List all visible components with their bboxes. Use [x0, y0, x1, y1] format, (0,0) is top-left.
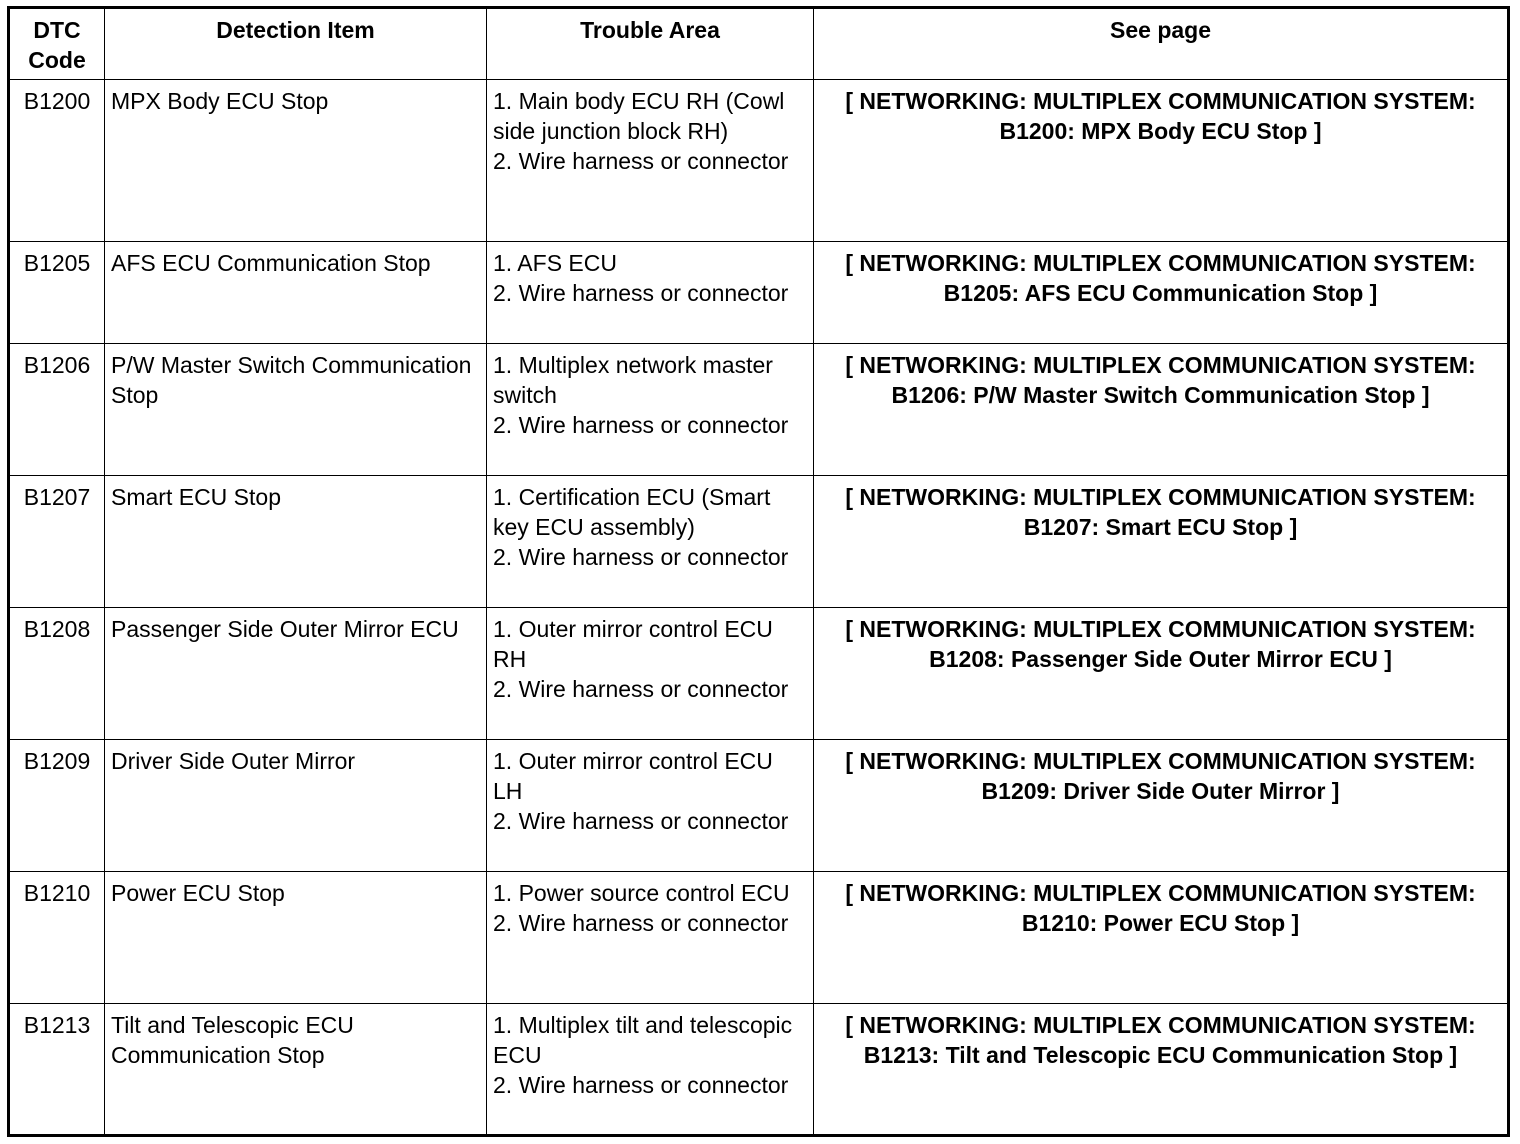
see-page-link[interactable]: [ NETWORKING: MULTIPLEX COMMUNICATION SYSTEM: B1207: Smart ECU Stop ]: [814, 476, 1509, 608]
trouble-area-cell: [487, 740, 814, 872]
trouble-area-line: 1. Power source control ECU: [493, 880, 790, 906]
trouble-area-line: 1. Multiplex network master switch: [493, 352, 773, 408]
header-dtc-code-line1: DTC: [33, 17, 81, 43]
header-row: [9, 8, 1509, 80]
trouble-area-line: 2. Wire harness or connector: [493, 148, 789, 174]
header-dtc-code-line2: Code: [28, 47, 86, 73]
dtc-code-cell: B1210: [9, 872, 105, 1004]
detection-item-cell: AFS ECU Communication Stop: [105, 242, 487, 344]
trouble-area-line: 1. Outer mirror control ECU LH: [493, 748, 773, 804]
see-page-link[interactable]: [ NETWORKING: MULTIPLEX COMMUNICATION SYSTEM: B1200: MPX Body ECU Stop ]: [814, 80, 1509, 242]
see-page-link[interactable]: [ NETWORKING: MULTIPLEX COMMUNICATION SYSTEM: B1210: Power ECU Stop ]: [814, 872, 1509, 1004]
dtc-code-cell: B1205: [9, 242, 105, 344]
header-see-page: See page: [814, 8, 1509, 80]
trouble-area-line: 1. Certification ECU (Smart key ECU assembly): [493, 484, 771, 540]
dtc-code-cell: B1206: [9, 344, 105, 476]
see-page-link[interactable]: [ NETWORKING: MULTIPLEX COMMUNICATION SYSTEM: B1205: AFS ECU Communication Stop ]: [814, 242, 1509, 344]
see-page-link[interactable]: [ NETWORKING: MULTIPLEX COMMUNICATION SYSTEM: B1209: Driver Side Outer Mirror ]: [814, 740, 1509, 872]
detection-item-cell: Power ECU Stop: [105, 872, 487, 1004]
detection-item-cell: Smart ECU Stop: [105, 476, 487, 608]
table-row: [9, 476, 1509, 608]
see-page-link[interactable]: [ NETWORKING: MULTIPLEX COMMUNICATION SYSTEM: B1208: Passenger Side Outer Mirror ECU ]: [814, 608, 1509, 740]
trouble-area-line: 1. Main body ECU RH (Cowl side junction block RH): [493, 88, 785, 144]
header-trouble-area: Trouble Area: [487, 8, 814, 80]
header-detection-item: Detection Item: [105, 8, 487, 80]
table-row: [9, 344, 1509, 476]
detection-item-cell: MPX Body ECU Stop: [105, 80, 487, 242]
dtc-code-cell: B1208: [9, 608, 105, 740]
trouble-area-line: 1. Outer mirror control ECU RH: [493, 616, 773, 672]
table-row: [9, 608, 1509, 740]
header-dtc-code: [9, 8, 105, 80]
dtc-table: [7, 6, 1510, 1137]
table-row: [9, 740, 1509, 872]
trouble-area-line: 1. AFS ECU: [493, 250, 617, 276]
table-row: [9, 80, 1509, 242]
detection-item-cell: Driver Side Outer Mirror: [105, 740, 487, 872]
trouble-area-cell: [487, 476, 814, 608]
trouble-area-line: 2. Wire harness or connector: [493, 808, 789, 834]
table-row: [9, 242, 1509, 344]
table-row: [9, 872, 1509, 1004]
see-page-link[interactable]: [ NETWORKING: MULTIPLEX COMMUNICATION SYSTEM: B1206: P/W Master Switch Communication Stop ]: [814, 344, 1509, 476]
table-row: [9, 1004, 1509, 1136]
detection-item-cell: Tilt and Telescopic ECU Communication Stop: [105, 1004, 487, 1136]
trouble-area-cell: [487, 80, 814, 242]
trouble-area-line: 2. Wire harness or connector: [493, 910, 789, 936]
detection-item-cell: P/W Master Switch Communication Stop: [105, 344, 487, 476]
trouble-area-line: 2. Wire harness or connector: [493, 544, 789, 570]
trouble-area-line: 2. Wire harness or connector: [493, 676, 789, 702]
trouble-area-line: 2. Wire harness or connector: [493, 412, 789, 438]
dtc-code-cell: B1207: [9, 476, 105, 608]
trouble-area-line: 1. Multiplex tilt and telescopic ECU: [493, 1012, 793, 1068]
dtc-code-cell: B1213: [9, 1004, 105, 1136]
detection-item-cell: Passenger Side Outer Mirror ECU: [105, 608, 487, 740]
trouble-area-cell: [487, 1004, 814, 1136]
dtc-code-cell: B1200: [9, 80, 105, 242]
trouble-area-cell: [487, 872, 814, 1004]
trouble-area-cell: [487, 344, 814, 476]
see-page-link[interactable]: [ NETWORKING: MULTIPLEX COMMUNICATION SYSTEM: B1213: Tilt and Telescopic ECU Communication Stop ]: [814, 1004, 1509, 1136]
trouble-area-line: 2. Wire harness or connector: [493, 280, 789, 306]
dtc-code-cell: B1209: [9, 740, 105, 872]
trouble-area-cell: [487, 242, 814, 344]
table-header: [9, 8, 1509, 80]
trouble-area-line: 2. Wire harness or connector: [493, 1072, 789, 1098]
table-body: [9, 80, 1509, 1136]
trouble-area-cell: [487, 608, 814, 740]
